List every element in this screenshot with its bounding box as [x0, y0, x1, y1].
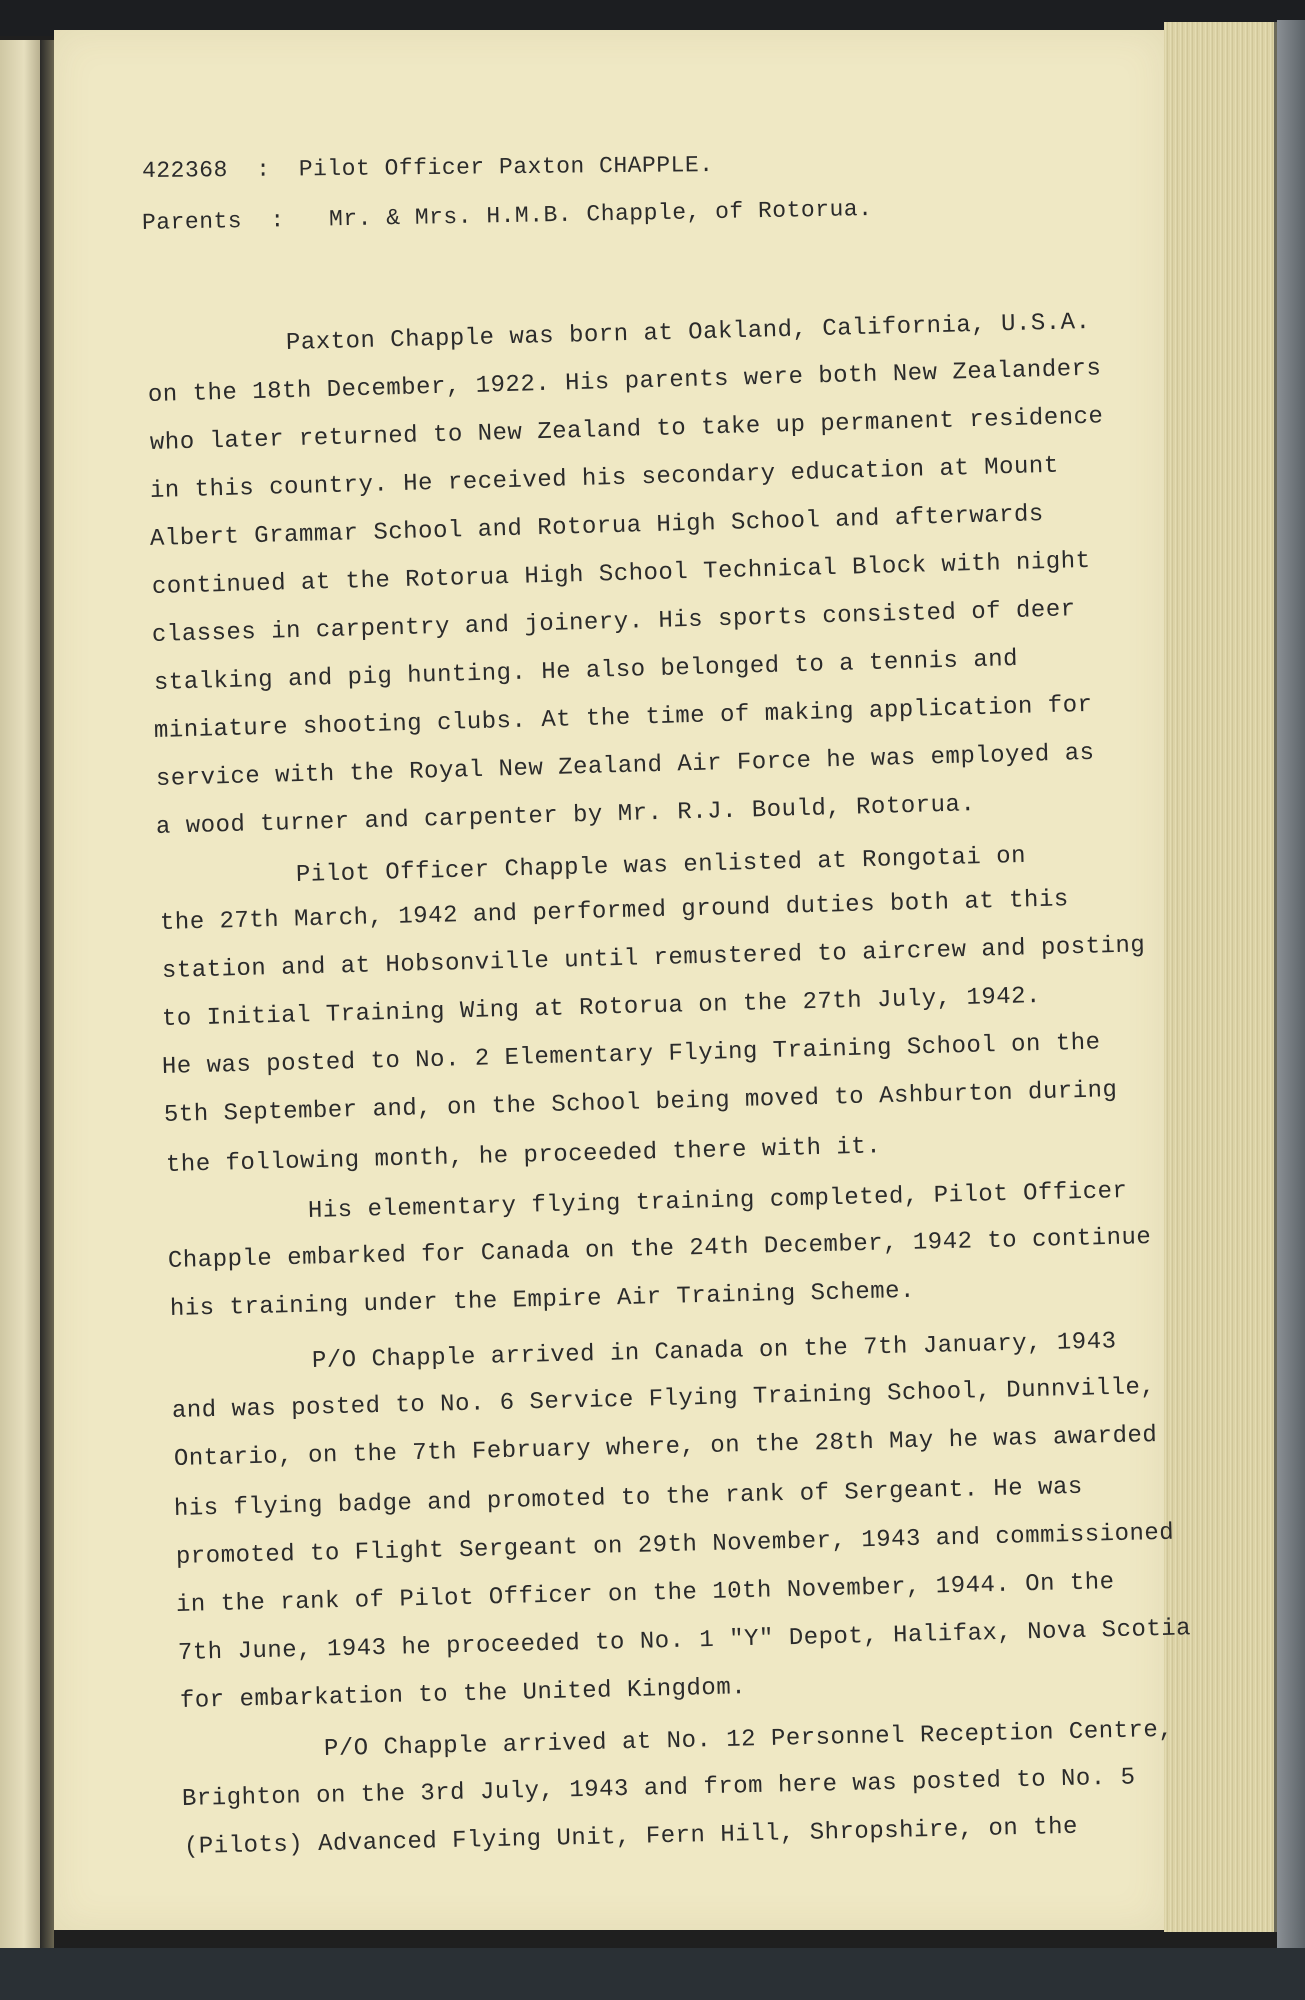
body-line: stalking and pig hunting. He also belonged to a tennis and: [153, 645, 1019, 697]
parents-label: Parents: [141, 208, 243, 236]
body-line: to Initial Training Wing at Rotorua on the 27th July, 1942.: [161, 982, 1042, 1033]
body-line: continued at the Rotorua High School Technical Block with night: [151, 547, 1091, 601]
left-page-edge: [0, 40, 40, 1950]
body-line: his training under the Empire Air Training Scheme.: [169, 1277, 916, 1323]
book-gutter: [40, 40, 54, 1950]
body-line: His elementary flying training completed, Pilot Officer: [307, 1177, 1128, 1225]
book-cover-bottom: [0, 1948, 1305, 2000]
body-line: promoted to Flight Sergeant on 29th November, 1943 and commissioned: [175, 1519, 1175, 1571]
book-board-edge: [1277, 20, 1305, 1950]
body-line: a wood turner and carpenter by Mr. R.J. Bould, Rotorua.: [155, 791, 976, 841]
body-line: station and at Hobsonville until remustered to aircrew and posting: [161, 932, 1146, 985]
body-line: the following month, he proceeded there with it.: [165, 1133, 882, 1179]
body-line: in this country. He received his secondary education at Mount: [149, 452, 1060, 505]
body-line: the 27th March, 1942 and performed ground duties both at this: [159, 886, 1070, 937]
body-line: his flying badge and promoted to the rank of Sergeant. He was: [173, 1473, 1084, 1523]
header-separator: :: [270, 207, 285, 234]
body-line: P/O Chapple arrived in Canada on the 7th January, 1943: [311, 1328, 1117, 1375]
body-line: 7th June, 1943 he proceeded to No. 1 "Y" Depot, Halifax, Nova Scotia: [177, 1615, 1192, 1667]
body-line: Albert Grammar School and Rotorua High School and afterwards: [149, 501, 1045, 553]
body-line: service with the Royal New Zealand Air Force he was employed as: [155, 739, 1095, 793]
body-line: Chapple embarked for Canada on the 24th December, 1942 to continue: [167, 1223, 1152, 1275]
body-line: in the rank of Pilot Officer on the 10th November, 1944. On the: [175, 1569, 1115, 1619]
header-separator: :: [255, 156, 271, 183]
service-number: 422368: [141, 157, 228, 184]
parents-line: [142, 196, 873, 236]
body-line: Pilot Officer Chapple was enlisted at Rongotai on: [295, 842, 1027, 889]
body-line: (Pilots) Advanced Flying Unit, Fern Hill, Shropshire, on the: [183, 1813, 1079, 1861]
body-line: for embarkation to the United Kingdom.: [179, 1674, 747, 1715]
body-line: and was posted to No. 6 Service Flying Training School, Dunnville,: [171, 1373, 1156, 1425]
body-line: classes in carpentry and joinery. His sports consisted of deer: [151, 596, 1076, 649]
body-line: who later returned to New Zealand to take up permanent residence: [149, 403, 1104, 457]
typed-record: [54, 30, 1192, 1930]
body-line: P/O Chapple arrived at No. 12 Personnel Reception Centre,: [323, 1716, 1174, 1763]
service-header: [142, 152, 714, 184]
body-line: on the 18th December, 1922. His parents were both New Zealanders: [147, 355, 1102, 409]
body-line: 5th September and, on the School being moved to Ashburton during: [163, 1077, 1118, 1129]
document-page: [54, 30, 1192, 1930]
parents-value: Mr. & Mrs. H.M.B. Chapple, of Rotorua.: [328, 195, 873, 233]
body-line: Brighton on the 3rd July, 1943 and from here was posted to No. 5: [181, 1764, 1136, 1813]
body-line: He was posted to No. 2 Elementary Flying Training School on the: [161, 1029, 1101, 1081]
body-line: Paxton Chapple was born at Oakland, California, U.S.A.: [285, 308, 1091, 357]
officer-name: Pilot Officer Paxton CHAPPLE.: [298, 152, 714, 183]
body-line: miniature shooting clubs. At the time of making application for: [153, 691, 1093, 745]
page-stack-edge: [1164, 22, 1277, 1932]
body-line: Ontario, on the 7th February where, on the 28th May he was awarded: [173, 1421, 1158, 1473]
